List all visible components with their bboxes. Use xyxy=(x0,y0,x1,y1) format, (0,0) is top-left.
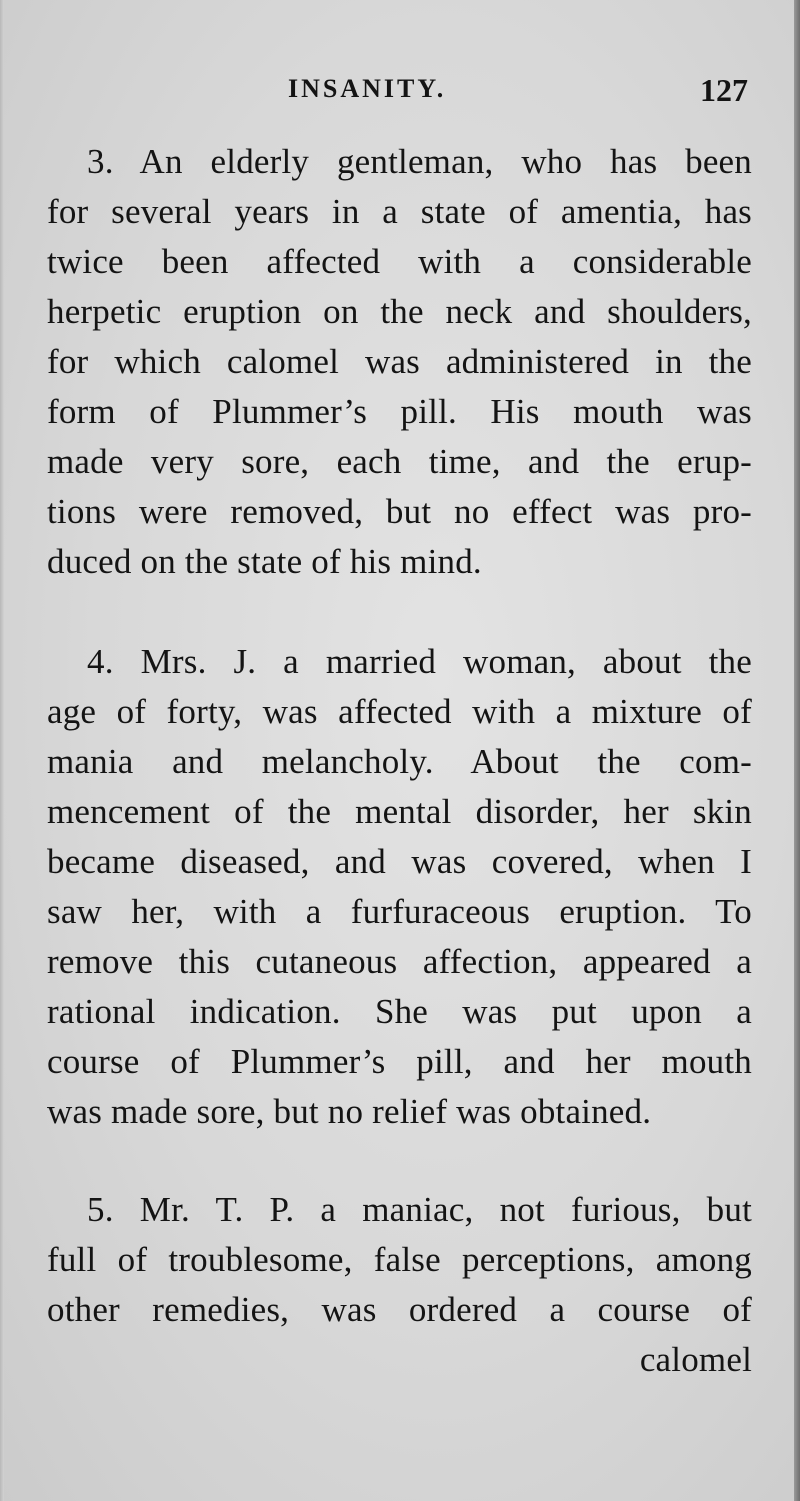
running-head xyxy=(0,74,800,114)
text-line: mania and melancholy. About the com- xyxy=(47,742,752,781)
text-line: other remedies, was ordered a course of xyxy=(47,1290,752,1329)
running-title: INSANITY. xyxy=(288,74,447,103)
text-line: tions were removed, but no effect was pro- xyxy=(47,492,752,531)
text-line: rational indication. She was put upon a xyxy=(47,992,752,1031)
paragraph-case-5 xyxy=(47,1185,752,1385)
paragraph-case-4 xyxy=(47,637,752,1137)
text-line: became diseased, and was covered, when I xyxy=(47,842,752,881)
page-right-edge xyxy=(794,0,800,1501)
text-line: remove this cutaneous affection, appeared a xyxy=(47,942,752,981)
page-left-edge xyxy=(0,0,4,1501)
text-line: was made sore, but no relief was obtained. xyxy=(47,1092,652,1131)
text-line: herpetic eruption on the neck and shoulders, xyxy=(47,292,752,331)
text-line: for several years in a state of amentia, has xyxy=(47,192,752,231)
text-line: duced on the state of his mind. xyxy=(47,542,482,581)
paragraph-case-3 xyxy=(47,137,752,587)
text-line: form of Plummer’s pill. His mouth was xyxy=(47,392,752,431)
text-line: mencement of the mental disorder, her skin xyxy=(47,792,752,831)
text-line: saw her, with a furfuraceous eruption. To xyxy=(47,892,752,931)
text-line: made very sore, each time, and the erup- xyxy=(47,442,752,481)
page-number: 127 xyxy=(700,72,748,108)
text-line: for which calomel was administered in the xyxy=(47,342,752,381)
text-line: 4. Mrs. J. a married woman, about the xyxy=(87,642,752,681)
text-line: 5. Mr. T. P. a maniac, not furious, but xyxy=(87,1190,752,1229)
text-line: age of forty, was affected with a mixture of xyxy=(47,692,752,731)
text-line: 3. An elderly gentleman, who has been xyxy=(87,142,752,181)
text-line: course of Plummer’s pill, and her mouth xyxy=(47,1042,752,1081)
catchword: calomel xyxy=(639,1340,752,1379)
text-line: twice been affected with a considerable xyxy=(47,242,752,281)
text-line: full of troublesome, false perceptions, among xyxy=(47,1240,752,1279)
